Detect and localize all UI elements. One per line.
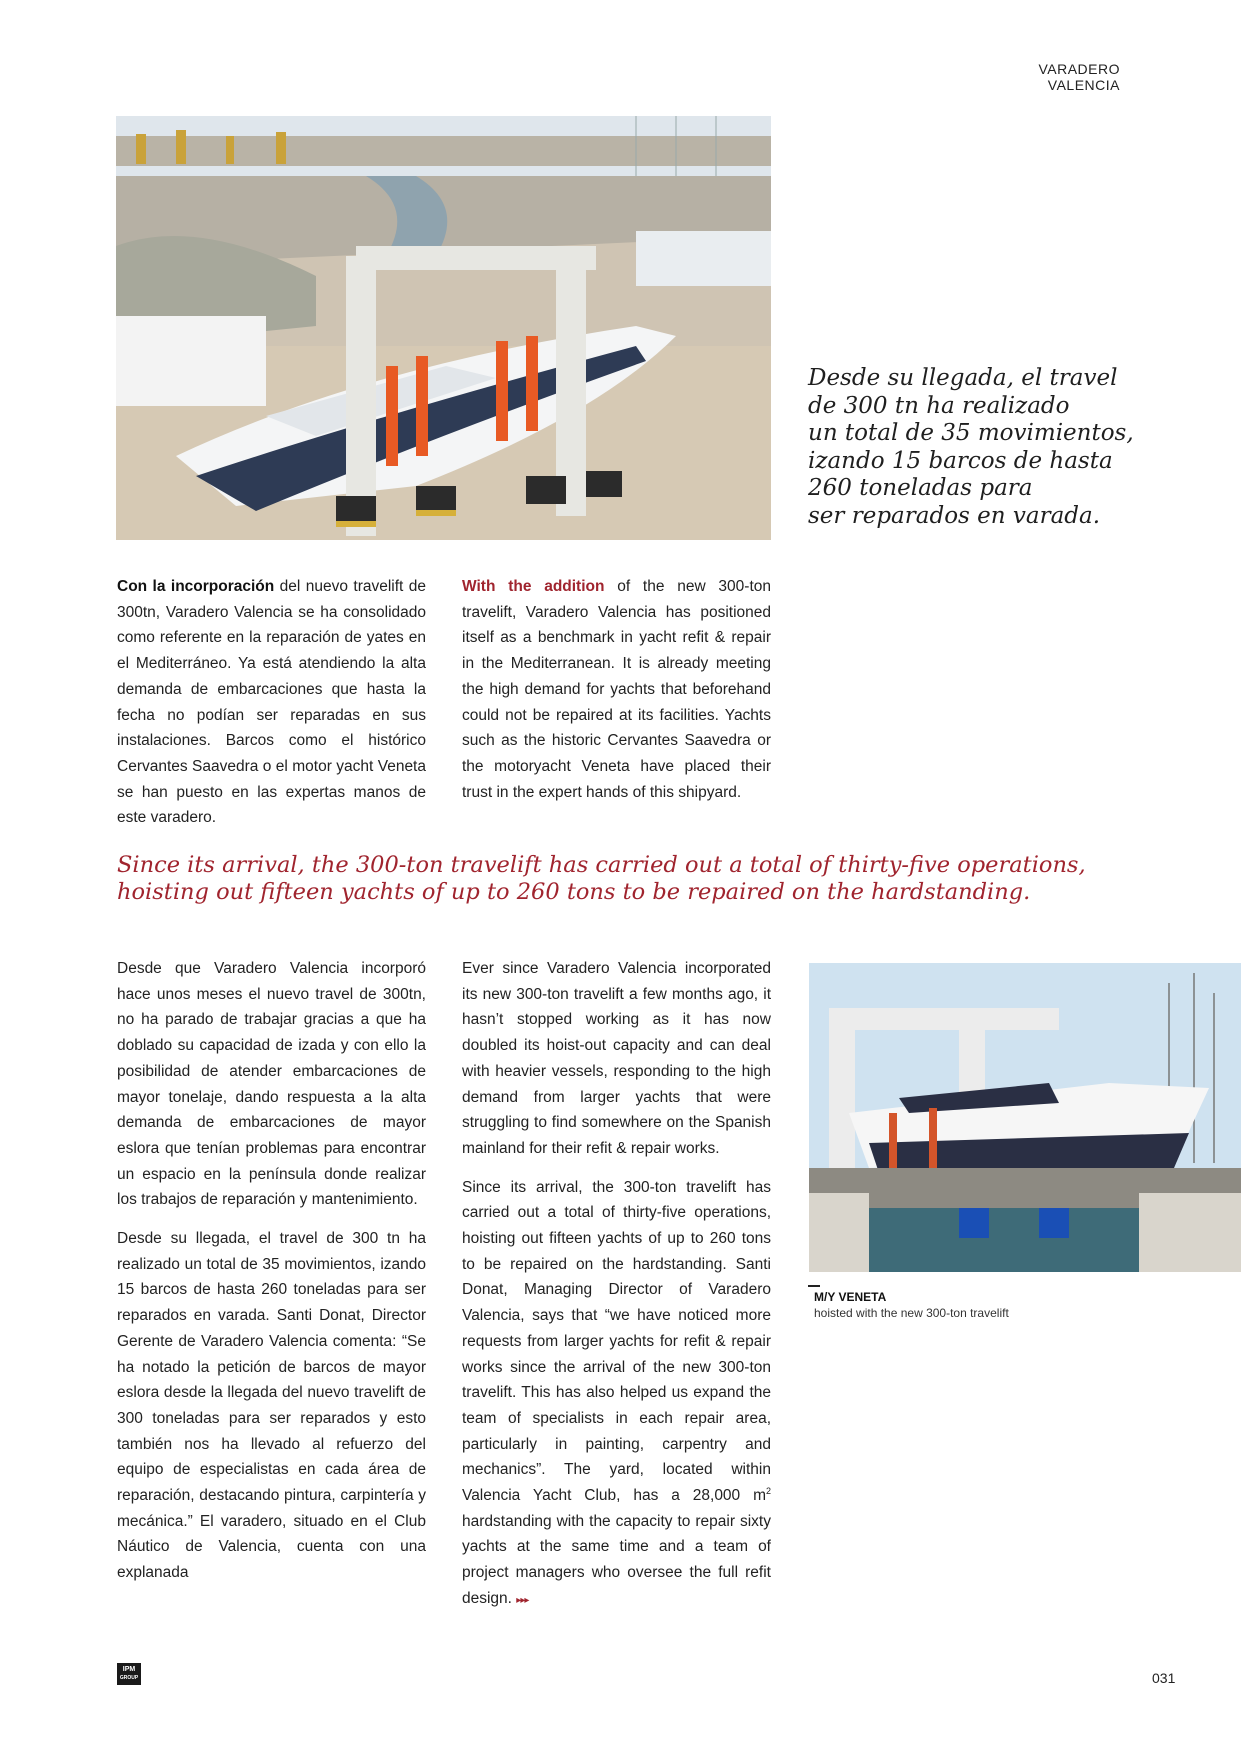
pullquote-line: Desde su llegada, el travel <box>808 365 1118 391</box>
travelift-yacht-photo <box>116 116 771 540</box>
pullquote-line: Since its arrival, the 300-ton travelift has carried out a total of thirty-five operations, <box>117 852 1086 878</box>
intro-spanish-column <box>117 574 426 844</box>
pullquote-line: izando 15 barcos de hasta <box>808 447 1113 474</box>
pullquote-line: de 300 tn ha realizado <box>808 392 1070 419</box>
intro-spanish-text: del nuevo travelift de 300tn, Varadero Valencia se ha consolidado como referente en la reparación de yates en el Mediterráneo. Ya está atendiendo la alta demanda de embarcaciones que hasta la fecha no podían ser reparadas en sus instalaciones. Barcos como el histórico Cervantes Saavedra o el motor yacht Veneta se han puesto en las expertas manos de este varadero. <box>117 578 427 827</box>
continue-arrows-icon: ▸▸▸ <box>516 1594 529 1606</box>
logo-line-2: GROUP <box>119 1675 139 1681</box>
caption-title: M/Y VENETA <box>814 1290 887 1304</box>
caption-subtitle: hoisted with the new 300-ton travelift <box>814 1306 1009 1320</box>
caption-dash <box>808 1285 820 1287</box>
body-english-text-a: Since its arrival, the 300-ton travelift has carried out a total of thirty-five operations, hoisting out fifteen yachts of up to 260 tons to be repaired on the hardstanding. Santi Donat, Managing Director of Varadero Valencia, says that “we have noticed more requests from larger yachts for refit & repair works since the arrival of the new 300-ton travelift. This has also helped us expand the team of specialists in each repair area, particularly in painting, carpentry and mechanics”. The yard, located within Valencia Yacht Club, has a 28,000 m <box>462 1178 771 1505</box>
intro-english-lead: With the addition <box>462 578 605 595</box>
pullquote-line: hoisting out fifteen yachts of up to 260 tons to be repaired on the hardstanding. <box>117 879 1031 905</box>
section-header: VARADERO VALENCIA <box>1038 61 1120 93</box>
body-spanish-paragraph-1: Desde que Varadero Valencia incorporó hace unos meses el nuevo travel de 300tn, no ha parado de trabajar gracias a que ha doblado su capacidad de izada y con ello la posibilidad de atender embarcaciones de mayor tonelaje, dando respuesta a la alta demanda de embarcaciones de mayor eslora que tenían problemas para encontrar un espacio en la península donde realizar los trabajos de reparación y mantenimiento. <box>117 960 426 1209</box>
pullquote-line: ser reparados en varada. <box>808 502 1101 529</box>
superscript-two: 2 <box>765 1485 771 1496</box>
pullquote-line: un total de 35 movimientos, <box>808 420 1134 447</box>
pullquote-spanish <box>808 365 1134 531</box>
body-english-text-b: hardstanding with the capacity to repair sixty yachts at the same time and a team of project managers who oversee the full refit design. <box>462 1512 771 1607</box>
logo-line-1: IPM <box>122 1666 136 1673</box>
pullquote-line: 260 toneladas para <box>808 475 1033 502</box>
body-spanish-column <box>117 956 426 1599</box>
intro-spanish-paragraph <box>117 574 426 831</box>
body-english-paragraph-1: Ever since Varadero Valencia incorporated its new 300-ton travelift a few months ago, it hasn’t stopped working as it has now doubled its hoist-out capacity and can deal with heavier vessels, responding to the high demand from larger yachts that were struggling to find somewhere on the Spanish mainland for their refit & repair works. <box>462 960 771 1157</box>
intro-english-paragraph <box>462 574 771 805</box>
body-english-paragraph-2 <box>462 1175 771 1614</box>
veneta-yacht-photo <box>809 963 1241 1272</box>
body-english-column <box>462 956 771 1627</box>
intro-english-text: of the new 300-ton travelift, Varadero Valencia has positioned itself as a benchmark in yacht refit & repair in the Mediterranean. It is already meeting the high demand for yachts that beforehand could not be repaired at its facilities. Yachts such as the historic Cervantes Saavedra or the motoryacht Veneta have placed their trust in the expert hands of this shipyard. <box>462 578 771 801</box>
intro-english-column <box>462 574 771 818</box>
page-number: 031 <box>1152 1670 1176 1686</box>
photo-caption <box>814 1285 1114 1321</box>
body-spanish-paragraph-2: Desde su llegada, el travel de 300 tn ha realizado un total de 35 movimientos, izando 15 barcos de hasta 260 toneladas para ser reparados en varada. Santi Donat, Director Gerente de Varadero Valencia comenta: “Se ha notado la petición de barcos de mayor eslora desde la llegada del nuevo travelift de 300 toneladas para ser reparados y esto también nos ha llevado al refuerzo del equipo de especialistas en cada área de reparación, destacando pintura, carpintería y mecánica.” El varadero, situado en el Club Náutico de Valencia, cuenta con una explanada <box>117 1230 426 1582</box>
intro-spanish-lead: Con la incorporación <box>117 578 275 595</box>
pullquote-english <box>117 852 1117 906</box>
ipm-group-logo <box>117 1663 141 1685</box>
